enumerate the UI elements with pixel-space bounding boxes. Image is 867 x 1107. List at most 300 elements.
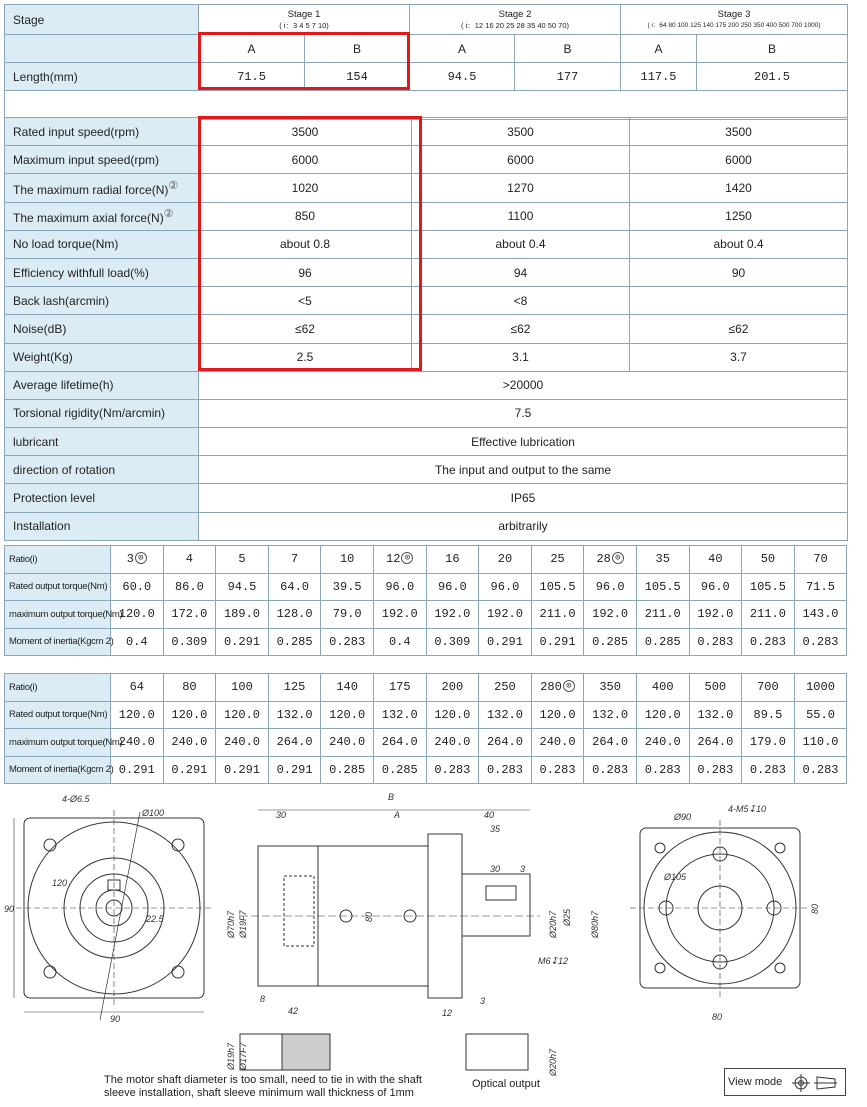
- ratio-cell: [531, 546, 584, 574]
- ratio-value: 240.0: [171, 735, 208, 750]
- ratio-cell: [794, 601, 847, 629]
- note-mark-icon: ⊙: [135, 552, 147, 564]
- ratio-value: 211.0: [644, 607, 681, 622]
- ratio-row-label: Rated output torque(Nm): [5, 573, 111, 601]
- spec-value: ≤62: [630, 315, 848, 343]
- dim-text: Ø19h7: [226, 1042, 236, 1070]
- variant-cell: A: [410, 35, 515, 63]
- ratio-value: 50: [760, 552, 776, 567]
- ratio-cell: [689, 701, 742, 729]
- ratio-cell: [794, 628, 847, 656]
- spec-label: Weight(Kg): [5, 343, 199, 371]
- spec-value: Effective lubrication: [199, 428, 848, 456]
- ratio-cell: [636, 674, 689, 702]
- ratio-value: 120.0: [223, 707, 260, 722]
- ratio-cell: [479, 628, 532, 656]
- ratio-value: 264.0: [276, 735, 313, 750]
- ratio-row-label: Rated output torque(Nm): [5, 701, 111, 729]
- spec-value: >20000: [199, 371, 848, 399]
- ratio-cell: [636, 701, 689, 729]
- spec-value: 6000: [199, 146, 412, 174]
- ratio-cell: [794, 674, 847, 702]
- note-mark-icon: ⊙: [401, 552, 413, 564]
- ratio-cell: [636, 573, 689, 601]
- ratio-value: 192.0: [592, 607, 629, 622]
- ratio-value: 3: [126, 552, 134, 567]
- ratio-row: [5, 601, 847, 629]
- ratio-cell: [163, 756, 216, 784]
- dim-text: Ø20h7: [548, 1048, 558, 1076]
- spec-row: [5, 230, 848, 258]
- ratio-cell: [531, 756, 584, 784]
- ratio-value: 71.5: [806, 579, 835, 594]
- ratio-cell: [584, 573, 637, 601]
- ratio-value: 192.0: [381, 607, 418, 622]
- ratio-cell: [216, 729, 269, 757]
- ratio-cell: [426, 573, 479, 601]
- ratio-value: 1000: [806, 680, 835, 695]
- ratio-value: 0.283: [434, 762, 471, 777]
- ratio-cell: [163, 674, 216, 702]
- ratio-value: 264.0: [697, 735, 734, 750]
- ratio-cell: [321, 701, 374, 729]
- ratio-cell: [321, 756, 374, 784]
- ratio-cell: [479, 601, 532, 629]
- ratio-value: 132.0: [697, 707, 734, 722]
- spec-label: lubricant: [5, 428, 199, 456]
- note-mark-icon: ②: [163, 208, 174, 221]
- dim-text: 90: [4, 904, 15, 914]
- ratio-row-label: maximum output torque(Nm): [5, 601, 111, 629]
- ratio-value: 500: [704, 680, 727, 695]
- ratio-row: [5, 701, 847, 729]
- ratio-cell: [794, 573, 847, 601]
- ratio-value: 70: [813, 552, 828, 567]
- ratio-cell: [321, 573, 374, 601]
- ratio-cell: [216, 756, 269, 784]
- spec-value: IP65: [199, 484, 848, 512]
- ratio-value: 211.0: [749, 607, 786, 622]
- ratio-row: [5, 573, 847, 601]
- ratio-cell: [216, 546, 269, 574]
- view-mode-label: View mode: [728, 1076, 783, 1088]
- spec-label: No load torque(Nm): [5, 230, 199, 258]
- ratio-value: 143.0: [802, 607, 839, 622]
- spec-value: 3.1: [412, 343, 630, 371]
- ratio-cell: [163, 729, 216, 757]
- projection-symbol-icon: [789, 1073, 839, 1093]
- ratio-cell: [689, 546, 742, 574]
- ratio-cell: [584, 601, 637, 629]
- dim-text: 42: [288, 1006, 299, 1016]
- length-cell: 154: [305, 63, 410, 91]
- ratio-cell: [373, 701, 426, 729]
- ratio-cell: [426, 628, 479, 656]
- ratio-cell: [794, 729, 847, 757]
- side-view: [226, 792, 600, 1018]
- ratio-value: 128.0: [276, 607, 313, 622]
- ratio-value: 211.0: [539, 607, 576, 622]
- spec-value: arbitrarily: [199, 512, 848, 540]
- spec-row: [5, 287, 848, 315]
- dim-text: 3: [520, 864, 526, 874]
- ratio-value: 120.0: [539, 707, 576, 722]
- spec-row: [5, 202, 848, 230]
- ratio-cell: [689, 674, 742, 702]
- ratio-cell: [111, 701, 164, 729]
- ratio-cell: [426, 601, 479, 629]
- ratio-value: 0.283: [486, 762, 523, 777]
- ratio-value: 0.285: [276, 634, 313, 649]
- ratio-value: 55.0: [806, 707, 835, 722]
- variant-cell: B: [515, 35, 621, 63]
- spec-value: 6000: [630, 146, 848, 174]
- ratio-cell: [636, 756, 689, 784]
- dim-text: Ø19F7: [238, 910, 248, 938]
- ratio-value: 350: [599, 680, 621, 695]
- ratio-cell: [584, 674, 637, 702]
- ratio-cell: [216, 628, 269, 656]
- ratio-value: 0.291: [539, 634, 576, 649]
- spec-row: [5, 315, 848, 343]
- ratio-cell: [742, 573, 795, 601]
- dim-text: M6↧12: [538, 956, 569, 966]
- ratio-value: 132.0: [276, 707, 313, 722]
- spec-label: Maximum input speed(rpm): [5, 146, 199, 174]
- spec-value: 90: [630, 258, 848, 286]
- ratio-cell: [373, 573, 426, 601]
- ratio-value: 120.0: [644, 707, 681, 722]
- spec-value: 6000: [412, 146, 630, 174]
- note-mark-icon: ⊙: [612, 552, 624, 564]
- ratio-value: 86.0: [174, 579, 204, 594]
- dim-text: 3: [480, 996, 486, 1006]
- ratio-cell: [426, 674, 479, 702]
- spec-row: [5, 118, 848, 146]
- spec-value: 850: [199, 202, 412, 230]
- spec-value: 3.7: [630, 343, 848, 371]
- ratio-value: 12: [386, 552, 401, 567]
- dim-text: Ø105: [664, 872, 687, 882]
- ratio-value: 200: [441, 680, 464, 695]
- ratio-value: 96.0: [437, 579, 467, 594]
- dim-text: 35: [490, 824, 501, 834]
- ratio-cell: [636, 546, 689, 574]
- spec-label: Back lash(arcmin): [5, 287, 199, 315]
- ratio-value: 0.283: [749, 762, 786, 777]
- ratio-value: 264.0: [486, 735, 523, 750]
- spec-value: about 0.4: [630, 230, 848, 258]
- length-label: Length(mm): [5, 63, 199, 91]
- ratio-value: 28: [596, 552, 611, 567]
- ratio-cell: [111, 628, 164, 656]
- ratio-row-label: maximum output torque(Nm): [5, 729, 111, 757]
- ratio-cell: [111, 674, 164, 702]
- spec-row: [5, 146, 848, 174]
- ratio-cell: [111, 573, 164, 601]
- dim-text: 30: [490, 864, 501, 874]
- ratio-value: 7: [290, 552, 299, 567]
- ratio-cell: [373, 601, 426, 629]
- ratio-cell: [373, 546, 426, 574]
- length-cell: 71.5: [199, 63, 305, 91]
- dim-text: Ø90: [674, 812, 692, 822]
- ratio-cell: [689, 756, 742, 784]
- length-cell: 94.5: [410, 63, 515, 91]
- ratio-value: 94.5: [227, 579, 257, 594]
- ratio-value: 39.5: [332, 579, 362, 594]
- spec-row: [5, 456, 848, 484]
- ratio-value: 240.0: [118, 735, 155, 750]
- spec-label: direction of rotation: [5, 456, 199, 484]
- ratio-cell: [584, 546, 637, 574]
- ratio-value: 240.0: [329, 735, 366, 750]
- dim-text: 8: [260, 994, 266, 1004]
- spec-label: Torsional rigidity(Nm/arcmin): [5, 399, 199, 427]
- ratio-value: 132.0: [486, 707, 523, 722]
- ratio-value: 0.291: [486, 634, 523, 649]
- ratio-row: [5, 756, 847, 784]
- spec-value: 94: [412, 258, 630, 286]
- ratio-value: 0.283: [592, 762, 629, 777]
- ratio-cell: [373, 628, 426, 656]
- ratio-value: 0.283: [329, 634, 366, 649]
- ratio-value: 179.0: [749, 735, 786, 750]
- ratio-value: 40: [708, 552, 723, 567]
- note-mark-icon: ②: [168, 179, 179, 192]
- dim-text: Ø100: [142, 808, 165, 818]
- ratio-value: 20: [497, 552, 513, 567]
- ratio-cell: [636, 628, 689, 656]
- spec-value: The input and output to the same: [199, 456, 848, 484]
- ratio-value: 0.283: [697, 634, 734, 649]
- dim-text: Ø25: [562, 908, 572, 926]
- dim-text: B: [388, 792, 395, 802]
- spec-label: Efficiency withfull load(%): [5, 258, 199, 286]
- ratio-value: 96.0: [490, 579, 520, 594]
- spacer-row: [5, 91, 848, 120]
- note-mark-icon: ⊙: [563, 680, 575, 692]
- spec-row: [5, 399, 848, 427]
- ratio-value: 120.0: [118, 707, 155, 722]
- variant-cell: B: [697, 35, 848, 63]
- ratio-cell: [426, 546, 479, 574]
- dim-text: Ø80h7: [590, 910, 600, 938]
- dim-text: 120: [52, 878, 68, 888]
- ratio-cell: [426, 756, 479, 784]
- spec-value: 1420: [630, 174, 848, 202]
- ratio-value: 175: [388, 680, 411, 695]
- ratio-cell: [373, 674, 426, 702]
- ratio-cell: [584, 628, 637, 656]
- ratio-cell: [636, 601, 689, 629]
- ratio-value: 120.0: [171, 707, 208, 722]
- ratio-cell: [689, 573, 742, 601]
- dim-text: Ø20h7: [548, 910, 558, 938]
- dim-text: Ø70h7: [226, 910, 236, 938]
- ratio-value: 89.5: [753, 707, 783, 722]
- ratio-table-2: [4, 673, 847, 784]
- ratio-row-label: Ratio(i): [5, 674, 111, 702]
- ratio-value: 192.0: [486, 607, 523, 622]
- ratio-cell: [479, 674, 532, 702]
- spec-value: 1250: [630, 202, 848, 230]
- ratio-value: 400: [651, 680, 674, 695]
- variant-label-cell: [5, 35, 199, 63]
- ratio-value: 0.291: [276, 762, 313, 777]
- ratio-cell: [111, 729, 164, 757]
- spec-label: Noise(dB): [5, 315, 199, 343]
- ratio-value: 25: [550, 552, 565, 567]
- ratio-value: 96.0: [595, 579, 625, 594]
- ratio-cell: [742, 756, 795, 784]
- ratio-cell: [268, 701, 321, 729]
- ratio-value: 80: [182, 680, 197, 695]
- ratio-value: 100: [231, 680, 253, 695]
- length-cell: 201.5: [697, 63, 848, 91]
- ratio-value: 0.285: [329, 762, 366, 777]
- ratio-cell: [268, 756, 321, 784]
- ratio-cell: [531, 701, 584, 729]
- dim-text: 80: [712, 1012, 723, 1022]
- ratio-row-label: Moment of inertia(Kgcm 2): [5, 756, 111, 784]
- sleeve-detail: [226, 1034, 558, 1077]
- ratio-cell: [216, 601, 269, 629]
- ratio-cell: [794, 756, 847, 784]
- spec-label: Rated input speed(rpm): [5, 118, 199, 146]
- ratio-cell: [742, 601, 795, 629]
- spec-value: 1100: [412, 202, 630, 230]
- ratio-cell: [216, 573, 269, 601]
- ratio-value: 4: [185, 552, 193, 567]
- spec-value: 1270: [412, 174, 630, 202]
- ratio-row: [5, 546, 847, 574]
- ratio-cell: [163, 546, 216, 574]
- spec-row: [5, 512, 848, 540]
- spec-row: [5, 258, 848, 286]
- dim-text: 4-Ø6.5: [62, 794, 90, 804]
- stage1-header: Stage 1 ( i：3 4 5 7 10): [199, 5, 410, 35]
- ratio-cell: [163, 573, 216, 601]
- spec-label: The maximum radial force(N)②: [5, 174, 199, 202]
- dim-text: 80: [364, 911, 374, 922]
- ratio-cell: [268, 628, 321, 656]
- ratio-cell: [321, 546, 374, 574]
- ratio-cell: [584, 756, 637, 784]
- dim-text: 90: [110, 1014, 121, 1024]
- ratio-cell: [584, 729, 637, 757]
- ratio-cell: [531, 573, 584, 601]
- ratio-cell: [373, 729, 426, 757]
- ratio-value: 189.0: [223, 607, 260, 622]
- ratio-value: 125: [283, 680, 306, 695]
- stage2-header: Stage 2 ( i：12 16 20 25 28 35 40 50 70): [410, 5, 621, 35]
- ratio-cell: [163, 701, 216, 729]
- ratio-cell: [373, 756, 426, 784]
- ratio-value: 96.0: [700, 579, 730, 594]
- ratio-value: 0.309: [434, 634, 471, 649]
- ratio-cell: [531, 729, 584, 757]
- dim-text: 40: [484, 810, 495, 820]
- ratio-value: 64: [129, 680, 144, 695]
- ratio-value: 280: [540, 680, 562, 695]
- ratio-value: 16: [445, 552, 460, 567]
- ratio-cell: [216, 701, 269, 729]
- ratio-cell: [794, 701, 847, 729]
- ratio-value: 240.0: [434, 735, 471, 750]
- ratio-value: 172.0: [171, 607, 208, 622]
- ratio-cell: [531, 601, 584, 629]
- spec-row: [5, 428, 848, 456]
- dim-text: A: [394, 810, 401, 820]
- ratio-value: 132.0: [381, 707, 418, 722]
- ratio-value: 0.283: [802, 634, 839, 649]
- stage3-header: Stage 3 ( i：64 80 100 125 140 175 200 250 350 400 500 700 1000): [621, 5, 848, 35]
- ratio-cell: [111, 546, 164, 574]
- ratio-cell: [479, 573, 532, 601]
- spec-value: 7.5: [199, 399, 848, 427]
- ratio-cell: [268, 546, 321, 574]
- spec-value: <5: [199, 287, 412, 315]
- spec-label: Installation: [5, 512, 199, 540]
- ratio-value: 0.291: [171, 762, 208, 777]
- ratio-cell: [742, 628, 795, 656]
- ratio-row: [5, 628, 847, 656]
- ratio-cell: [742, 701, 795, 729]
- ratio-cell: [636, 729, 689, 757]
- optical-output-label: Optical output: [472, 1078, 540, 1090]
- dim-text: 80: [810, 903, 820, 914]
- ratio-value: 264.0: [381, 735, 418, 750]
- variant-cell: B: [305, 35, 410, 63]
- ratio-cell: [689, 729, 742, 757]
- dim-text: 30: [276, 810, 287, 820]
- ratio-cell: [689, 601, 742, 629]
- ratio-cell: [479, 729, 532, 757]
- spec-value: <8: [412, 287, 630, 315]
- ratio-cell: [742, 729, 795, 757]
- ratio-value: 0.309: [171, 634, 208, 649]
- ratio-cell: [268, 601, 321, 629]
- dim-text: 12: [442, 1008, 453, 1018]
- ratio-value: 0.285: [381, 762, 418, 777]
- spec-value: 3500: [630, 118, 848, 146]
- ratio-value: 0.285: [592, 634, 629, 649]
- ratio-value: 64.0: [280, 579, 309, 594]
- spec-row: [5, 343, 848, 371]
- ratio-value: 96.0: [385, 579, 415, 594]
- ratio-cell: [216, 674, 269, 702]
- ratio-value: 10: [339, 552, 355, 567]
- ratio-value: 0.283: [749, 634, 786, 649]
- ratio-cell: [479, 701, 532, 729]
- right-view: [630, 804, 820, 1022]
- technical-drawing: [0, 790, 867, 1107]
- ratio-value: 105.5: [644, 579, 681, 594]
- length-cell: 177: [515, 63, 621, 91]
- ratio-value: 120.0: [118, 607, 155, 622]
- spec-value: ≤62: [199, 315, 412, 343]
- dim-text: 4-M5↧10: [728, 804, 767, 814]
- ratio-value: 60.0: [122, 579, 152, 594]
- ratio-cell: [479, 756, 532, 784]
- variant-cell: A: [199, 35, 305, 63]
- ratio-value: 0.4: [388, 634, 411, 649]
- dim-text: 22.5: [146, 914, 164, 924]
- spec-table: [4, 117, 848, 541]
- spec-label: Average lifetime(h): [5, 371, 199, 399]
- ratio-cell: [268, 729, 321, 757]
